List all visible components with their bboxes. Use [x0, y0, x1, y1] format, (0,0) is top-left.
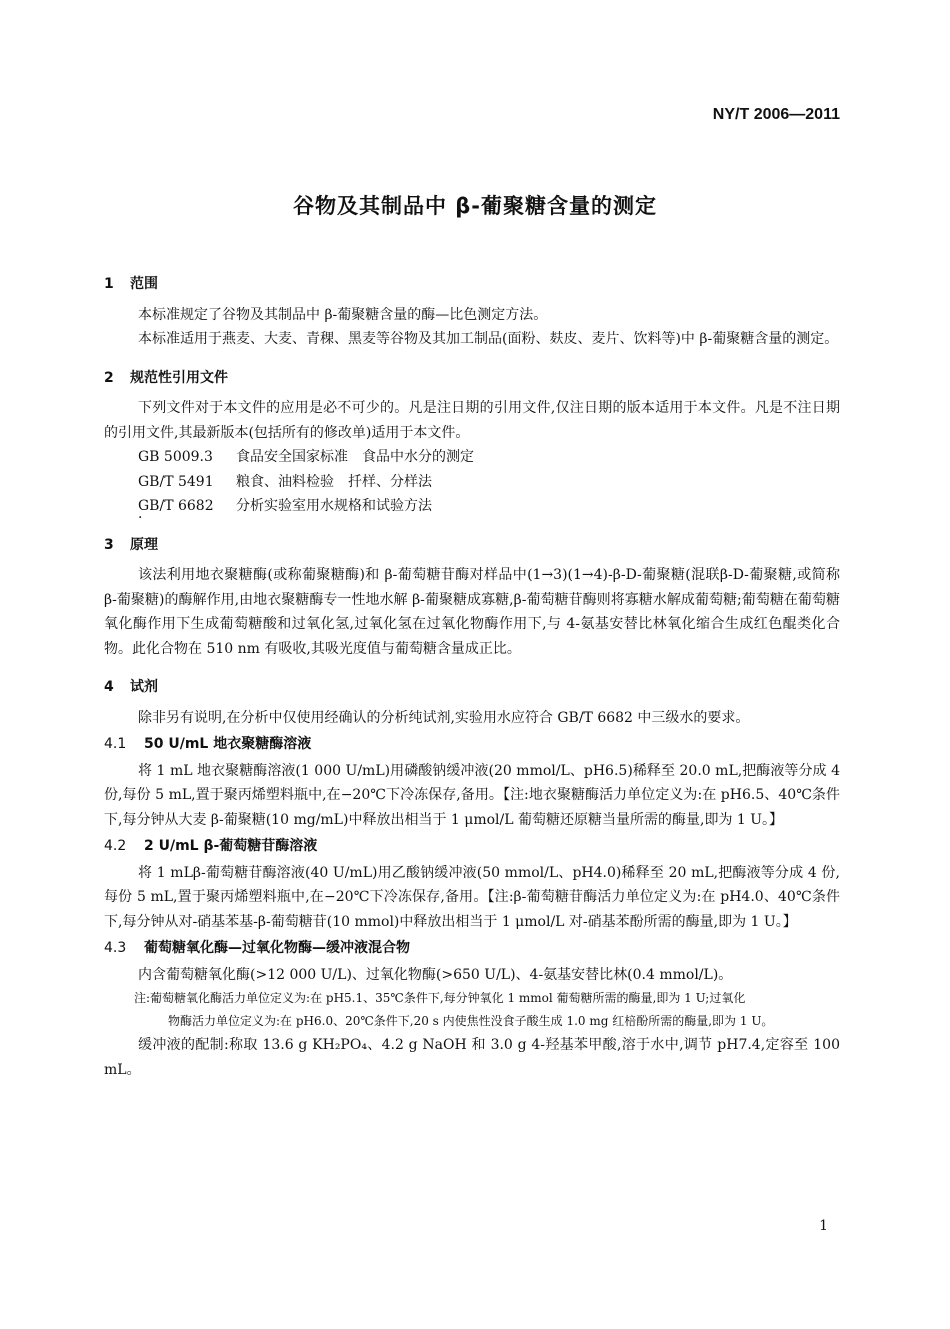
section-number: 2 — [104, 369, 114, 386]
subsection-heading-4-3 — [104, 936, 840, 961]
reference-code: GB/T 6682 — [138, 498, 214, 514]
paragraph: 将 1 mL 地衣聚糖酶溶液(1 000 U/mL)用磷酸钠缓冲液(20 mmol/L、pH6.5)稀释至 20.0 mL,把酶液等分成 4 份,每份 5 mL,置于聚丙烯塑料瓶中,在−20℃下冷冻保存,备用。【注:地衣聚糖酶活力单位定义为:在 pH6.5、40℃条件下,每分钟从大麦 β-葡聚糖(10 mg/mL)中释放出相当于 1 μmol/L 葡萄糖还原糖当量所需的酶量,即为 1 U。】 — [104, 762, 840, 828]
page-number: 1 — [819, 1218, 828, 1234]
paragraph: 将 1 mLβ-葡萄糖苷酶溶液(40 U/mL)用乙酸钠缓冲液(50 mmol/L、pH4.0)稀释至 20 mL,把酶液等分成 4 份,每份 5 mL,置于聚丙烯塑料瓶中,在−20℃下冷冻保存,备用。【注:β-葡萄糖苷酶活力单位定义为:在 pH4.0、40℃条件下,每分钟从对-硝基苯基-β-葡萄糖苷(10 mmol)中释放出相当于 1 μmol/L 对-硝基苯酚所需的酶量,即为 1 U。】 — [104, 864, 840, 930]
reference-name: 分析实验室用水规格和试验方法 — [236, 498, 432, 514]
subsection-heading-4-1 — [104, 732, 840, 757]
paragraph: 缓冲液的配制:称取 13.6 g KH₂PO₄、4.2 g NaOH 和 3.0 g 4-羟基苯甲酸,溶于水中,调节 pH7.4,定容至 100 mL。 — [104, 1037, 840, 1078]
section-number: 3 — [104, 536, 114, 553]
subsection-title: 2 U/mL β-葡萄糖苷酶溶液 — [144, 838, 318, 854]
reference-item — [104, 445, 840, 470]
reference-name: 粮食、油料检验 扦样、分样法 — [236, 473, 432, 490]
paragraph: 该法利用地衣聚糖酶(或称葡聚糖酶)和 β-葡萄糖苷酶对样品中(1→3)(1→4)-β-D-葡聚糖(混联β-D-葡聚糖,或简称 β-葡聚糖)的酶解作用,由地衣聚糖酶专一性地水解 β-葡聚糖成寡糖,β-葡萄糖苷酶则将寡糖水解成葡萄糖;葡萄糖在葡萄糖氧化酶作用下生成葡萄糖酸和过氧化氢,过氧化氢在过氧化物酶作用下,与 4-氨基安替比林氧化缩合生成红色醌类化合物。此化合物在 510 nm 有吸收,其吸光度值与葡萄糖含量成正比。 — [104, 567, 840, 657]
section-title: 原理 — [130, 536, 158, 553]
document-body — [104, 262, 840, 1082]
paragraph: 内含葡萄糖氧化酶(>12 000 U/L)、过氧化物酶(>650 U/L)、4-氨基安替比林(0.4 mmol/L)。 — [138, 966, 733, 983]
subsection-title: 葡萄糖氧化酶—过氧化物酶—缓冲液混合物 — [144, 940, 410, 956]
section-heading-scope — [104, 272, 840, 297]
page-title: 谷物及其制品中 β-葡聚糖含量的测定 — [292, 194, 658, 218]
reference-item — [104, 470, 840, 495]
paragraph: 本标准适用于燕麦、大麦、青稞、黑麦等谷物及其加工制品(面粉、麸皮、麦片、饮料等)中 β-葡聚糖含量的测定。 — [138, 331, 839, 347]
paragraph: 除非另有说明,在分析中仅使用经确认的分析纯试剂,实验用水应符合 GB/T 6682 中三级水的要求。 — [138, 709, 750, 726]
subsection-heading-4-2 — [104, 834, 840, 859]
paragraph: 本标准规定了谷物及其制品中 β-葡聚糖含量的酶—比色测定方法。 — [138, 306, 548, 323]
reference-code: GB/T 5491 — [138, 473, 214, 490]
subsection-title: 50 U/mL 地衣聚糖酶溶液 — [144, 736, 312, 752]
section-number: 1 — [104, 276, 114, 292]
section-heading-normative-references — [104, 366, 840, 391]
reference-name: 食品安全国家标准 食品中水分的测定 — [236, 449, 474, 465]
section-heading-reagents — [104, 675, 840, 700]
section-title: 范围 — [130, 276, 158, 292]
reference-code: GB 5009.3 — [138, 449, 213, 465]
section-number: 4 — [104, 679, 114, 695]
section-title: 规范性引用文件 — [130, 369, 228, 386]
standard-code: NY/T 2006—2011 — [712, 106, 840, 123]
note-line: 注:葡萄糖氧化酶活力单位定义为:在 pH5.1、35℃条件下,每分钟氧化 1 mmol 葡萄糖所需的酶量,即为 1 U;过氧化 — [134, 991, 746, 1005]
section-heading-principle — [104, 533, 840, 558]
paragraph: 下列文件对于本文件的应用是必不可少的。凡是注日期的引用文件,仅注日期的版本适用于本文件。凡是不注日期的引用文件,其最新版本(包括所有的修改单)适用于本文件。 — [104, 400, 840, 441]
subsection-number: 4.1 — [104, 736, 127, 752]
subsection-number: 4.2 — [104, 838, 127, 854]
stray-dot: · — [138, 509, 143, 526]
note-line: 物酶活力单位定义为:在 pH6.0、20℃条件下,20 s 内使焦性没食子酸生成 1.0 mg 红棓酚所需的酶量,即为 1 U。 — [168, 1014, 774, 1028]
section-title: 试剂 — [130, 679, 158, 695]
subsection-number: 4.3 — [104, 940, 127, 956]
